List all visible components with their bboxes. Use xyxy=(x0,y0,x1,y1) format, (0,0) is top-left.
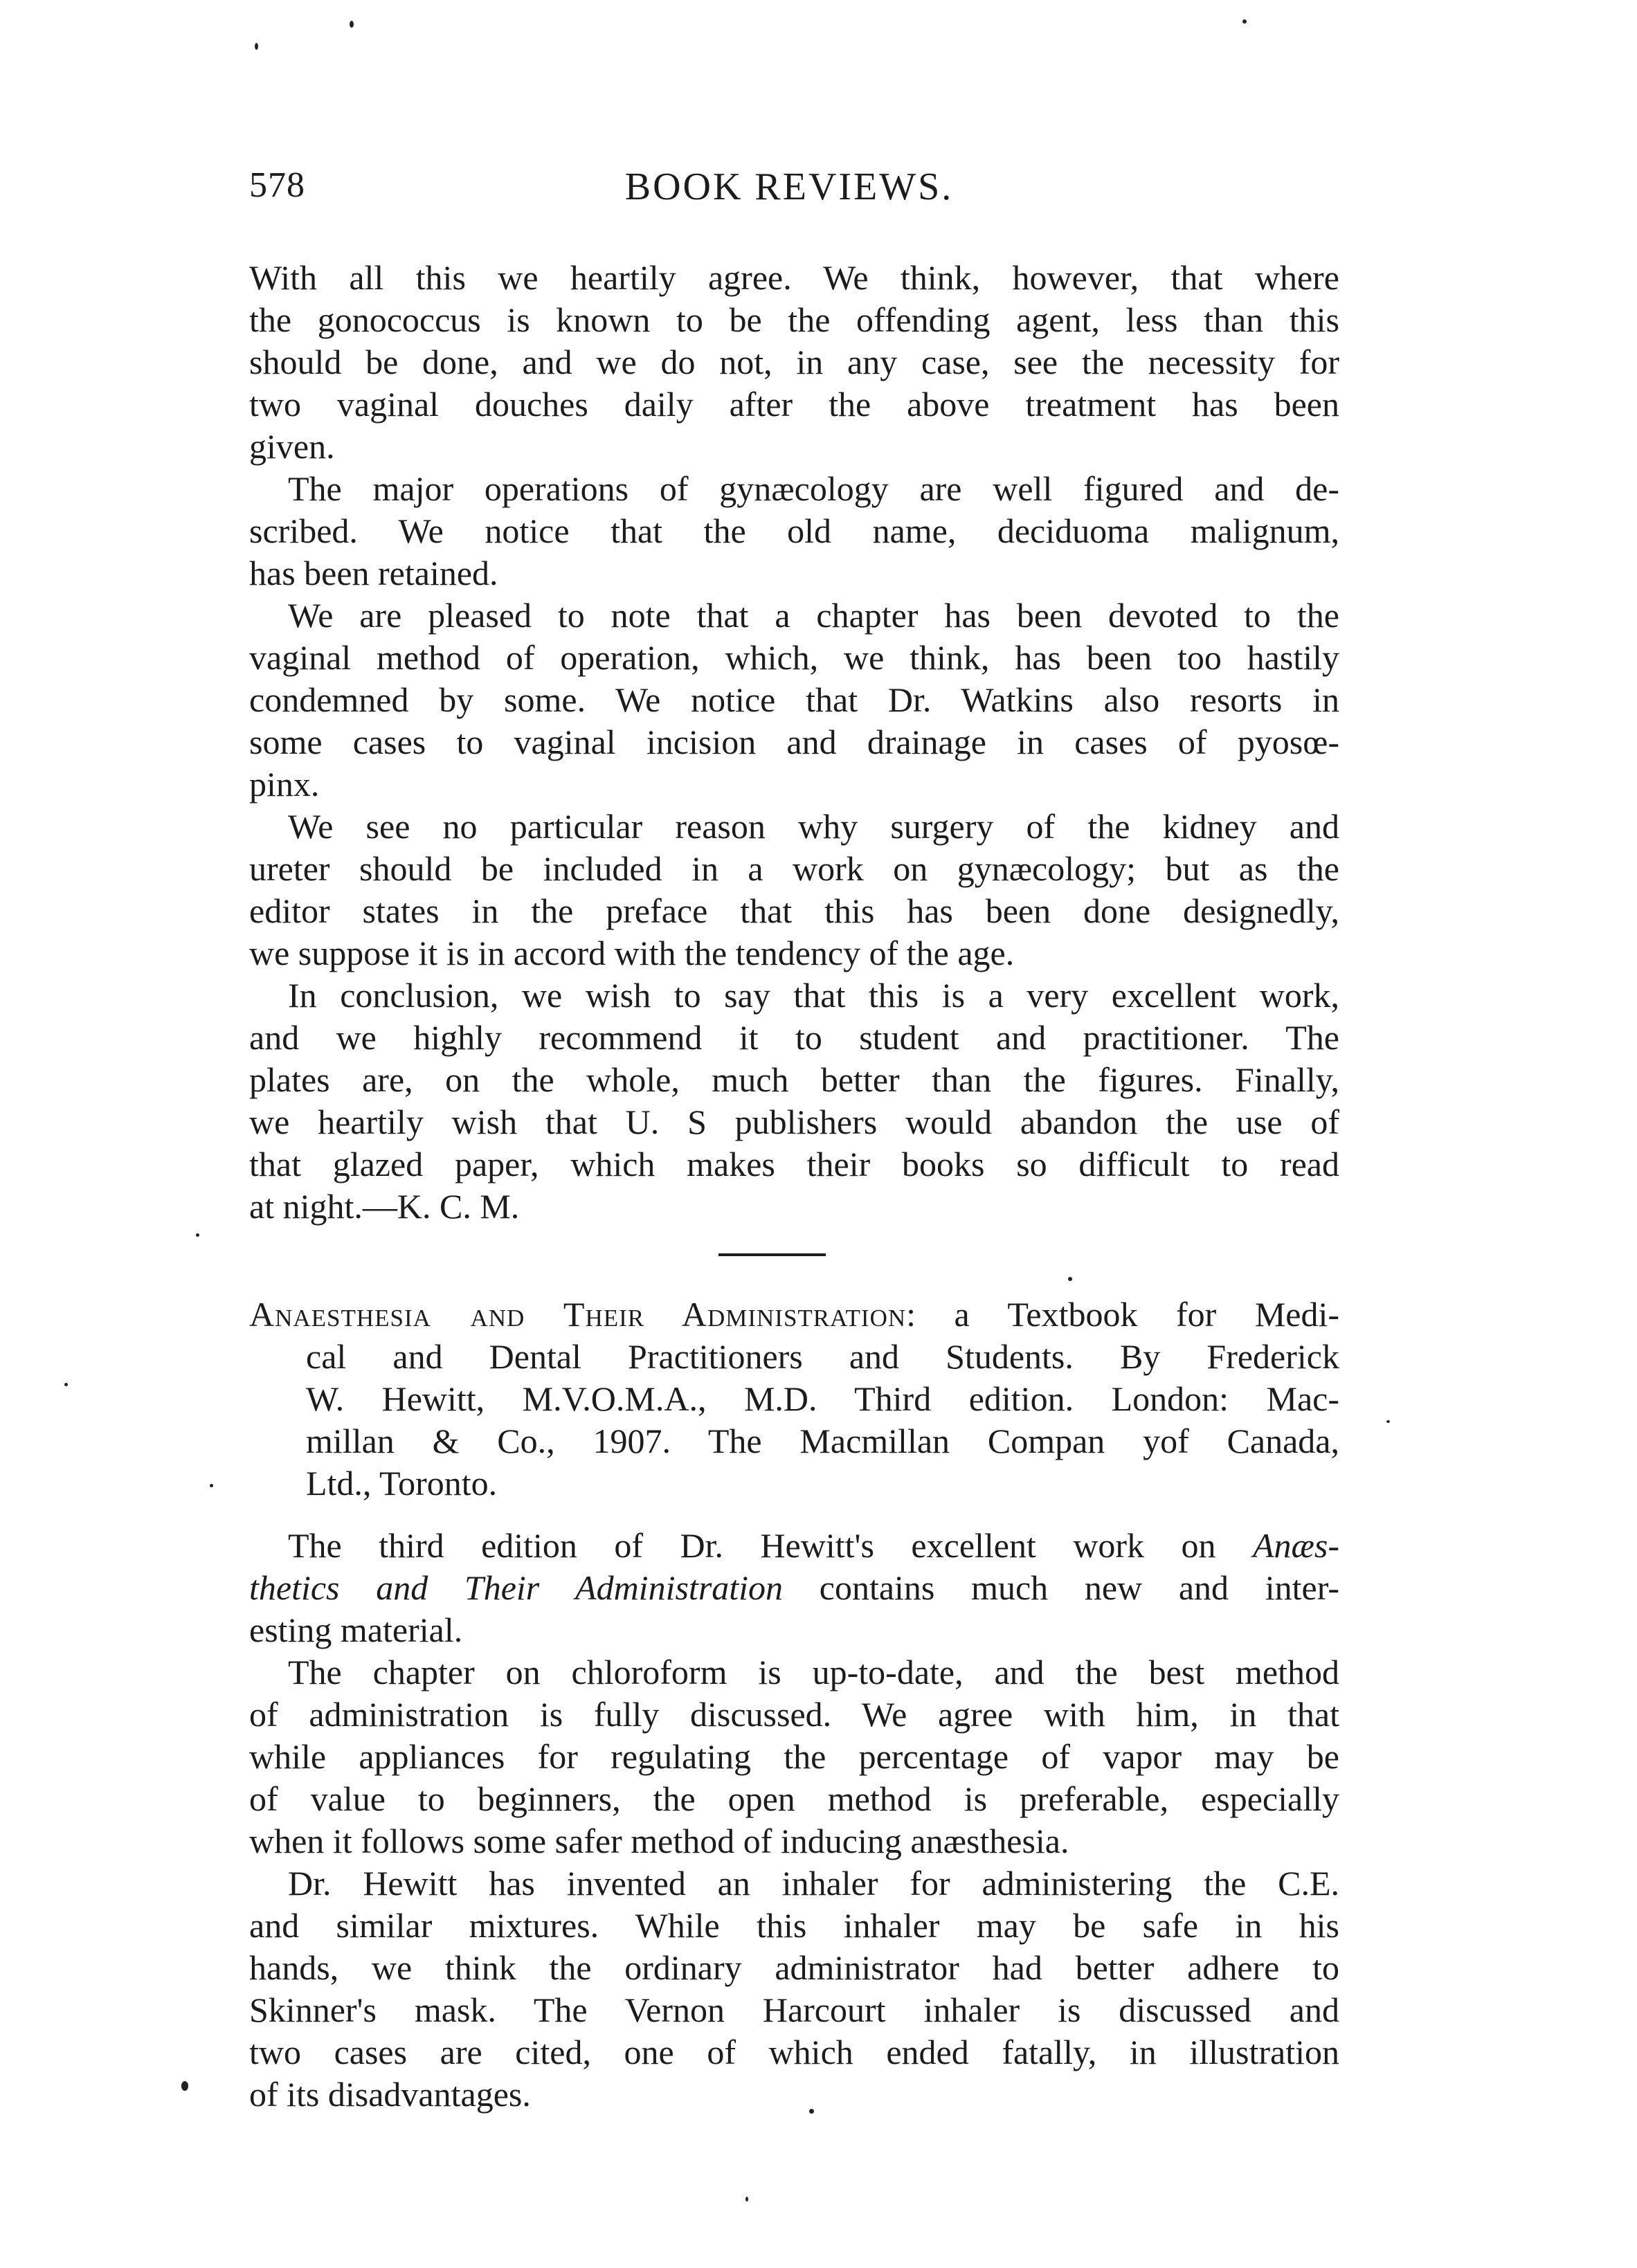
text-line: given. xyxy=(249,427,335,466)
book-citation xyxy=(249,1294,1339,1505)
paragraph xyxy=(249,468,1339,595)
reviewer-signature: at night.—K. C. M. xyxy=(249,1187,520,1226)
scan-speck xyxy=(210,1484,213,1487)
text-line: of its disadvantages. xyxy=(249,2075,531,2114)
text-line: two cases are cited, one of which ended fatally, in illustration xyxy=(249,2033,1339,2071)
text-line: Skinner's mask. The Vernon Harcourt inhaler is discussed and xyxy=(249,1990,1339,2029)
text-line: ureter should be included in a work on gynæcology; but as the xyxy=(249,849,1339,888)
text-line: With all this we heartily agree. We think, however, that where xyxy=(249,258,1339,297)
text-run: contains much new and inter- xyxy=(783,1568,1339,1607)
text-line: plates are, on the whole, much better than the figures. Finally, xyxy=(249,1060,1339,1099)
running-head xyxy=(249,165,1329,220)
text-line: editor states in the preface that this has been done designedly, xyxy=(249,891,1339,930)
text-line: should be done, and we do not, in any case, see the necessity for xyxy=(249,343,1339,381)
text-line: scribed. We notice that the old name, deciduoma malignum, xyxy=(249,511,1339,550)
review-body xyxy=(249,1525,1339,2116)
scan-speck xyxy=(64,1383,68,1386)
scan-speck xyxy=(1386,1420,1390,1423)
text-line: We are pleased to note that a chapter has been devoted to the xyxy=(288,596,1339,635)
page-number: 578 xyxy=(249,165,305,205)
scan-speck xyxy=(181,2081,188,2091)
text-line: and we highly recommend it to student and practitioner. The xyxy=(249,1018,1339,1057)
text-line: two vaginal douches daily after the above treatment has been xyxy=(249,385,1339,424)
paragraph xyxy=(249,595,1339,806)
paragraph xyxy=(249,1651,1339,1862)
text-line: In conclusion, we wish to say that this is a very excellent work, xyxy=(288,976,1339,1015)
scan-speck xyxy=(196,1233,199,1237)
text-line: we suppose it is in accord with the tendency of the age. xyxy=(249,934,1015,972)
citation-line xyxy=(249,1294,1339,1336)
running-title: BOOK REVIEWS. xyxy=(624,165,954,208)
text-line: vaginal method of operation, which, we think, has been too hastily xyxy=(249,638,1339,677)
citation-line: W. Hewitt, M.V.O.M.A., M.D. Third edition. London: Mac- xyxy=(306,1379,1339,1418)
scan-speck xyxy=(255,43,258,50)
text-line: and similar mixtures. While this inhaler may be safe in his xyxy=(249,1906,1339,1945)
italic-book-title: Anæs- xyxy=(1253,1526,1339,1565)
paragraph xyxy=(249,1862,1339,2116)
text-line: condemned by some. We notice that Dr. Watkins also resorts in xyxy=(249,680,1339,719)
text-line: while appliances for regulating the percentage of vapor may be xyxy=(249,1737,1339,1776)
book-title: Anaesthesia and Their Administration xyxy=(249,1295,907,1334)
book-subtitle: : a Textbook for Medi- xyxy=(906,1295,1340,1334)
text-line: The major operations of gynæcology are well figured and de- xyxy=(288,469,1339,508)
text-line xyxy=(249,1567,1339,1609)
text-line: The chapter on chloroform is up-to-date, and the best method xyxy=(288,1653,1339,1691)
text-line: we heartily wish that U. S publishers would abandon the use of xyxy=(249,1103,1339,1141)
review-continuation xyxy=(249,257,1339,1228)
text-line: esting material. xyxy=(249,1611,463,1649)
text-line: some cases to vaginal incision and drainage in cases of pyosœ- xyxy=(249,723,1339,761)
paragraph xyxy=(249,974,1339,1228)
scan-speck xyxy=(350,21,354,28)
text-line: when it follows some safer method of inducing anæsthesia. xyxy=(249,1822,1069,1860)
text-run: The third edition of Dr. Hewitt's excellent work on xyxy=(288,1526,1253,1565)
scan-speck xyxy=(745,2197,748,2202)
citation-line: millan & Co., 1907. The Macmillan Compan yof Canada, xyxy=(306,1422,1339,1460)
text-line: has been retained. xyxy=(249,554,498,592)
section-divider xyxy=(718,1253,826,1256)
text-line: Dr. Hewitt has invented an inhaler for administering the C.E. xyxy=(288,1864,1339,1903)
text-line: hands, we think the ordinary administrator had better adhere to xyxy=(249,1948,1339,1987)
text-line: of value to beginners, the open method is preferable, especially xyxy=(249,1779,1339,1818)
text-line: We see no particular reason why surgery of the kidney and xyxy=(288,807,1339,846)
paragraph xyxy=(249,257,1339,468)
text-line: the gonococcus is known to be the offending agent, less than this xyxy=(249,300,1339,339)
scan-speck xyxy=(1068,1277,1072,1281)
text-line: of administration is fully discussed. We agree with him, in that xyxy=(249,1695,1339,1734)
text-line: that glazed paper, which makes their books so difficult to read xyxy=(249,1145,1339,1183)
paragraph xyxy=(249,1525,1339,1651)
citation-line: cal and Dental Practitioners and Students. By Frederick xyxy=(306,1337,1339,1376)
text-line: pinx. xyxy=(249,765,320,804)
paragraph xyxy=(249,806,1339,974)
text-line xyxy=(249,1525,1339,1567)
italic-book-title: thetics and Their Administration xyxy=(249,1568,784,1607)
citation-line: Ltd., Toronto. xyxy=(306,1464,498,1503)
scan-speck xyxy=(1242,19,1247,24)
